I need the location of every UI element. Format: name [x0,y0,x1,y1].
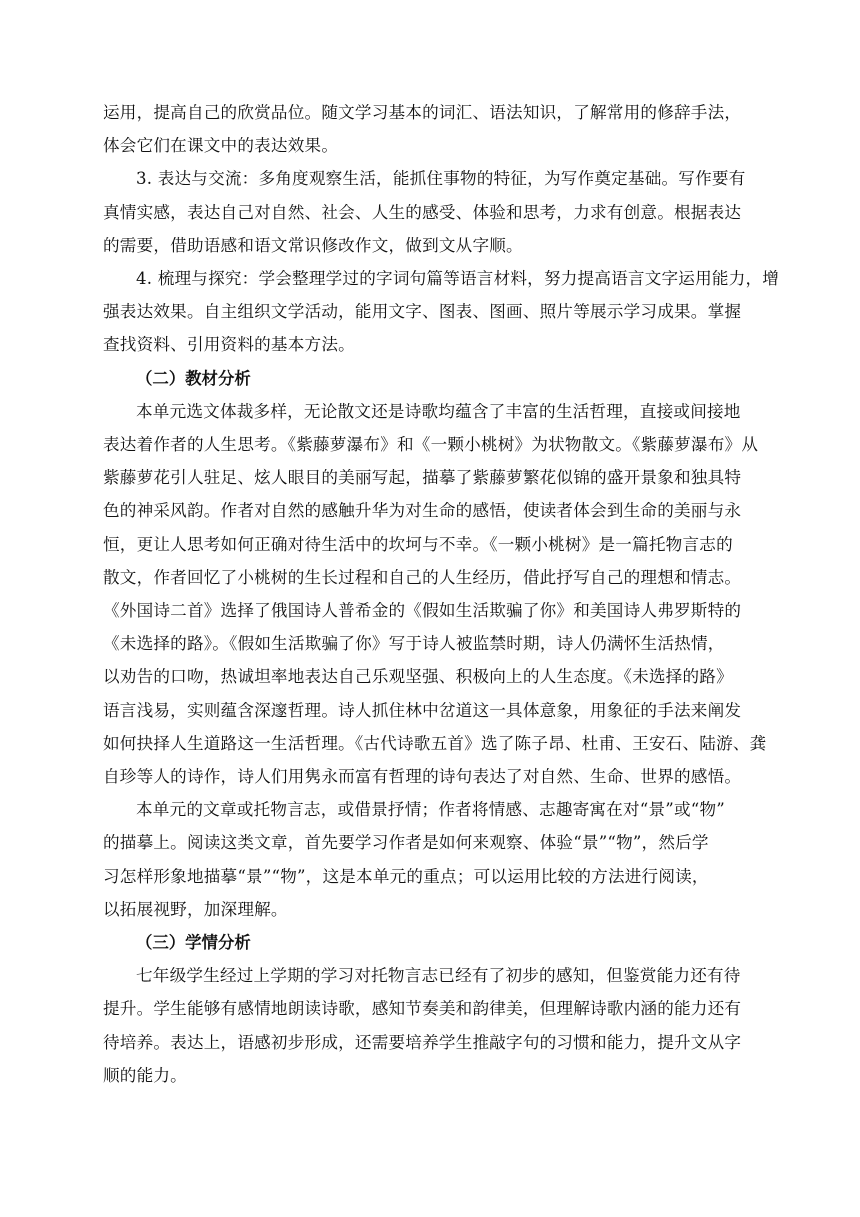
paragraph-expression [103,162,769,262]
text-line: 真情实感，表达自己对自然、社会、人生的感受、体验和思考，力求有创意。根据表达 [103,202,742,222]
section-heading-textbook-analysis: （二）教材分析 [136,368,251,388]
text-line: 《外国诗二首》选择了俄国诗人普希金的《假如生活欺骗了你》和美国诗人弗罗斯特的 [103,601,742,621]
paragraph-inquiry [103,262,780,362]
text-line: 以拓展视野，加深理解。 [103,899,288,919]
document-page [103,96,780,1092]
text-line: 提升。学生能够有感情地朗读诗歌，感知节奏美和韵律美，但理解诗歌内涵的能力还有 [103,999,742,1019]
text-line: 以劝告的口吻，热诚坦率地表达自己乐观坚强、积极向上的人生态度。《未选择的路》 [103,667,733,687]
paragraph-unit-focus [103,793,769,926]
paragraph-reading-continued [103,96,769,162]
text-line: 运用，提高自己的欣赏品位。随文学习基本的词汇、语法知识，了解常用的修辞手法， [103,103,742,122]
text-line: 《未选择的路》。《假如生活欺骗了你》写于诗人被监禁时期，诗人仍满怀生活热情， [103,634,725,654]
text-line: 七年级学生经过上学期的学习对托物言志已经有了初步的感知，但鉴赏能力还有待 [136,966,741,986]
text-line: 习怎样形象地描摹“景”“物”，这是本单元的重点；可以运用比较的方法进行阅读， [103,866,709,886]
text-line: 色的神采风韵。作者对自然的感触升华为对生命的感悟，使读者体会到生命的美丽与永 [103,501,742,521]
text-line: 顺的能力。 [103,1065,187,1085]
paragraph-student-analysis [103,959,769,1092]
text-line: 3. 表达与交流：多角度观察生活，能抓住事物的特征，为写作奠定基础。写作要有 [136,169,746,189]
text-line: 强表达效果。自主组织文学活动，能用文字、图表、图画、照片等展示学习成果。掌握 [103,302,742,322]
text-line: 散文，作者回忆了小桃树的生长过程和自己的人生经历，借此抒写自己的理想和情志。 [103,567,742,587]
text-line: 的描摹上。阅读这类文章，首先要学习作者是如何来观察、体验“景”“物”，然后学 [103,833,709,853]
paragraph-textbook-analysis [103,395,769,793]
text-line: 恒，更让人思考如何正确对待生活中的坎坷与不幸。《一颗小桃树》是一篇托物言志的 [103,534,733,554]
text-line: 紫藤萝花引人驻足、炫人眼目的美丽写起，描摹了紫藤萝繁花似锦的盛开景象和独具特 [103,468,742,488]
text-line: 4. 梳理与探究：学会整理学过的字词句篇等语言材料，努力提高语言文字运用能力，增 [136,269,780,289]
text-line: 表达着作者的人生思考。《紫藤萝瀑布》和《一颗小桃树》为状物散文。《紫藤萝瀑布》从 [103,435,759,455]
section-heading-student-analysis: （三）学情分析 [136,933,251,953]
text-line: 待培养。表达上，语感初步形成，还需要培养学生推敲字句的习惯和能力，提升文从字 [103,1032,742,1052]
text-line: 的需要，借助语感和语文常识修改作文，做到文从字顺。 [103,235,523,255]
text-line: 查找资料、引用资料的基本方法。 [103,335,355,355]
text-line: 如何抉择人生道路这一生活哲理。《古代诗歌五首》选了陈子昂、杜甫、王安石、陆游、龚 [103,733,767,753]
text-line: 本单元的文章或托物言志，或借景抒情；作者将情感、志趣寄寓在对“景”或“物” [136,800,725,820]
text-line: 体会它们在课文中的表达效果。 [103,136,339,156]
text-line: 自珍等人的诗作，诗人们用隽永而富有哲理的诗句表达了对自然、生命、世界的感悟。 [103,767,742,787]
text-line: 本单元选文体裁多样，无论散文还是诗歌均蕴含了丰富的生活哲理，直接或间接地 [136,401,741,421]
text-line: 语言浅易，实则蕴含深邃哲理。诗人抓住林中岔道这一具体意象，用象征的手法来阐发 [103,700,742,720]
